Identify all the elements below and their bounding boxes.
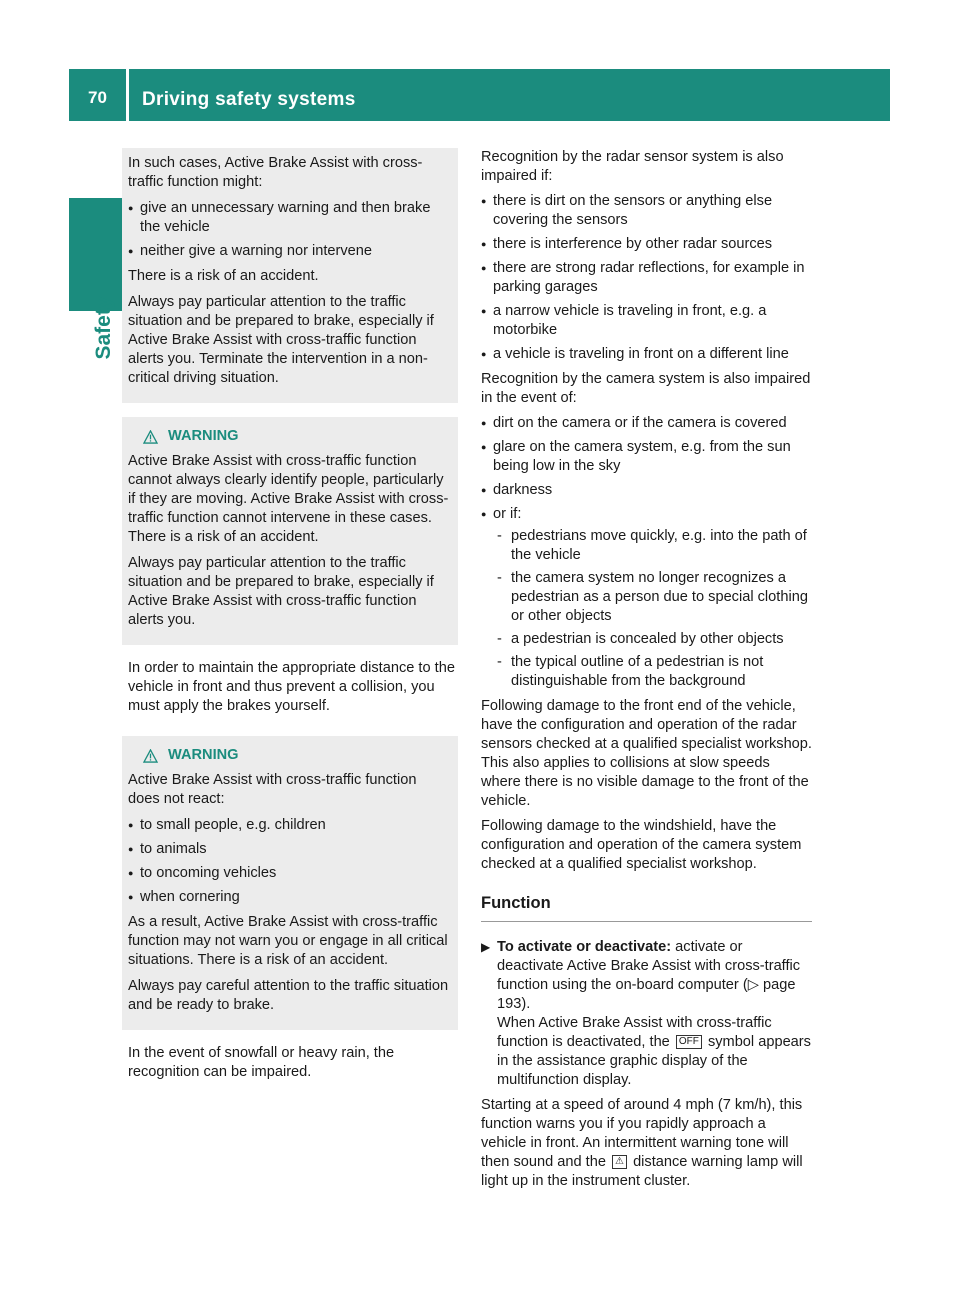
- list-item: ● dirt on the camera or if the camera is covered: [481, 414, 812, 433]
- step-arrow-icon: ▶: [481, 940, 491, 954]
- box-risk: There is a risk of an accident.: [128, 268, 319, 284]
- warning-text: Always pay particular attention to the traffic situation and be prepared to brake, especially if Active Brake Assist with cross-traffic function alerts you.: [128, 555, 434, 628]
- warning-triangle-icon: [143, 749, 158, 763]
- list-item: ● give an unnecessary warning and then brake the vehicle: [128, 199, 452, 237]
- paragraph: Recognition by the radar sensor system is also impaired if:: [481, 149, 784, 184]
- sub-list-item: - a pedestrian is concealed by other objects: [493, 630, 812, 649]
- list-item: ● to oncoming vehicles: [128, 864, 452, 883]
- side-section-label: Safety: [92, 296, 115, 360]
- step-text: activate or deactivate Active Brake Assist with cross-traffic function using the on-board computer: [497, 939, 801, 993]
- step-text: symbol appears in the assistance graphic display of the multifunction display.: [497, 1034, 811, 1088]
- warning-label: WARNING: [168, 747, 239, 763]
- list-item: ● when cornering: [128, 888, 452, 907]
- paragraph: In the event of snowfall or heavy rain, the recognition can be impaired.: [128, 1045, 395, 1080]
- warning-heading: [143, 427, 452, 446]
- box-advice: Always pay particular attention to the traffic situation and be prepared to brake, especially if Active Brake Assist with cross-traffic function alerts you. Terminate the intervention in a non-critical driving situation.: [128, 294, 434, 386]
- warning-bullet-list: [128, 816, 452, 907]
- chapter-title: Driving safety systems: [142, 89, 356, 110]
- list-item: ● a vehicle is traveling in front on a different line: [481, 345, 812, 364]
- paragraph: Following damage to the windshield, have the configuration and operation of the camera system checked at a qualified specialist workshop.: [481, 818, 802, 872]
- list-item: [481, 505, 812, 691]
- list-item: ● there is dirt on the sensors or anything else covering the sensors: [481, 192, 812, 230]
- warning-intro: Active Brake Assist with cross-traffic function does not react:: [128, 772, 417, 807]
- page-reference-link[interactable]: page 193: [497, 977, 796, 1012]
- left-column: [128, 148, 458, 1088]
- list-item: ● there is interference by other radar sources: [481, 235, 812, 254]
- paragraph-text: distance warning lamp will light up in the instrument cluster.: [481, 1154, 803, 1189]
- warning-text: Always pay careful attention to the traffic situation and be ready to brake.: [128, 978, 449, 1013]
- paragraph: In order to maintain the appropriate distance to the vehicle in front and thus prevent a collision, you must apply the brakes yourself.: [128, 660, 455, 714]
- list-item: ● to animals: [128, 840, 452, 859]
- warning-triangle-icon: [143, 430, 158, 444]
- page-number: 70: [88, 88, 107, 107]
- camera-bullet-list: [481, 414, 812, 691]
- paragraph: Recognition by the camera system is also impaired in the event of:: [481, 371, 811, 406]
- warning-heading: [143, 746, 452, 765]
- radar-bullet-list: [481, 192, 812, 364]
- sub-list-item: - the camera system no longer recognizes a pedestrian as a person due to special clothing or other objects: [493, 569, 812, 626]
- box-intro: In such cases, Active Brake Assist with cross-traffic function might:: [128, 155, 423, 190]
- camera-sub-list: [493, 527, 812, 691]
- sub-list-item: - the typical outline of a pedestrian is not distinguishable from the background: [493, 653, 812, 691]
- page-ref-icon: ▷: [747, 977, 759, 993]
- warning-box: [122, 736, 458, 1030]
- list-item: ● there are strong radar reflections, for example in parking garages: [481, 259, 812, 297]
- list-item-text: or if:: [493, 506, 522, 522]
- paragraph: [481, 1096, 812, 1191]
- box-bullet-list: [128, 199, 452, 261]
- list-item: ● neither give a warning nor intervene: [128, 242, 452, 261]
- warning-label: WARNING: [168, 428, 239, 444]
- instruction-step: ▶ To activate or deactivate: activate or deactivate Active Brake Assist with cross-traffic function using the on-board computer (▷ page 193). When Active Brake Assist with cross-traffic function is deactivated, the OFF symbol appears in the assistance graphic display of the multifunction display.: [481, 939, 811, 1088]
- step-label: To activate or deactivate:: [497, 939, 672, 955]
- section-title-function: Function: [481, 894, 812, 922]
- list-item: ● a narrow vehicle is traveling in front, e.g. a motorbike: [481, 302, 812, 340]
- side-tab-marker: [69, 198, 126, 311]
- step-text: When Active Brake Assist with cross-traffic function is deactivated, the: [497, 1015, 772, 1050]
- list-item: ● to small people, e.g. children: [128, 816, 452, 835]
- info-box: [122, 148, 458, 403]
- list-item: ● darkness: [481, 481, 812, 500]
- paragraph-text: Starting at a speed of around 4 mph (7 km/h), this function warns you if you rapidly approach a vehicle in front. An intermittent warning tone will then sound and the: [481, 1097, 803, 1170]
- header-divider: [126, 69, 129, 121]
- right-column: [481, 148, 812, 1197]
- warning-text: As a result, Active Brake Assist with cross-traffic function may not warn you or engage in all critical situations. There is a risk of an accident.: [128, 914, 448, 968]
- distance-warning-lamp-icon: ⚠: [612, 1155, 627, 1169]
- assist-off-icon: OFF: [676, 1035, 702, 1049]
- sub-list-item: - pedestrians move quickly, e.g. into the path of the vehicle: [493, 527, 812, 565]
- warning-text: Active Brake Assist with cross-traffic function cannot always clearly identify people, particularly if they are moving. Active Brake Assist with cross-traffic function cannot intervene in these cases. There is a risk of an accident.: [128, 453, 449, 545]
- paragraph: Following damage to the front end of the vehicle, have the configuration and operation of the radar sensors checked at a qualified specialist workshop. This also applies to collisions at slow speeds where there is no visible damage to the front of the vehicle.: [481, 698, 812, 809]
- list-item: ● glare on the camera system, e.g. from the sun being low in the sky: [481, 438, 812, 476]
- warning-box: [122, 417, 458, 645]
